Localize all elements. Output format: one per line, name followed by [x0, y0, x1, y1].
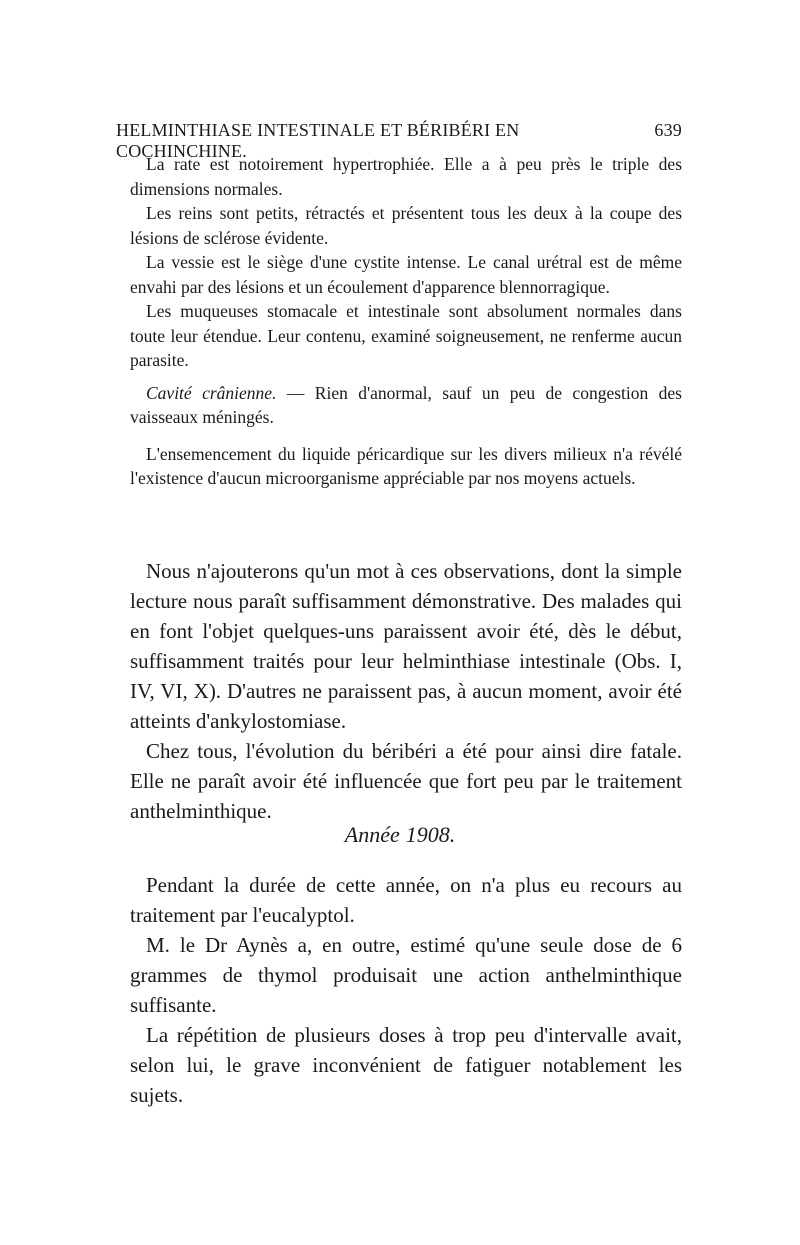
paragraph-cavite: [130, 381, 682, 430]
paragraph-repetition: La répétition de plusieurs doses à trop peu d'intervalle avait, selon lui, le grave inconvénient de fatiguer notablement les sujets.: [130, 1023, 682, 1107]
paragraph-muqueuses: Les muqueuses stomacale et intestinale sont absolument normales dans toute leur étendue. Leur contenu, examiné soigneusement, ne renferme aucun parasite.: [130, 301, 682, 370]
cavite-text: — Rien d'anormal, sauf un peu de congestion des vaisseaux méningés.: [130, 382, 682, 427]
page-number: 639: [654, 120, 682, 140]
large-text-block: [130, 556, 682, 826]
section-label: Année: [344, 822, 400, 847]
paragraph-evolution: Chez tous, l'évolution du béribéri a été pour ainsi dire fatale. Elle ne paraît avoir été influencée que fort peu par le traitement anthelminthique.: [130, 739, 682, 823]
paragraph-reins: Les reins sont petits, rétractés et présentent tous les deux à la coupe des lésions de sclérose évidente.: [130, 203, 682, 248]
paragraph-vessie: La vessie est le siège d'une cystite intense. Le canal urétral est de même envahi par des lésions et un écoulement d'apparence blennorragique.: [130, 252, 682, 297]
final-text-block: [130, 870, 682, 1110]
paragraph-ensemencement: L'ensemencement du liquide péricardique sur les divers milieux n'a révélé l'existence d'aucun microorganisme appréciable par nos moyens actuels.: [130, 443, 682, 488]
section-heading: [0, 822, 800, 848]
paragraph-aynes: M. le Dr Aynès a, en outre, estimé qu'une seule dose de 6 grammes de thymol produisait une action anthelminthique suffisante.: [130, 933, 682, 1017]
section-year: 1908.: [405, 822, 456, 847]
paragraph-pendant: Pendant la durée de cette année, on n'a plus eu recours au traitement par l'eucalyptol.: [130, 873, 682, 927]
small-text-block: [130, 152, 682, 491]
cavite-label: Cavité crânienne.: [146, 382, 277, 403]
paragraph-observations: Nous n'ajouterons qu'un mot à ces observations, dont la simple lecture nous paraît suffisamment démonstrative. Des malades qui en font l'objet quelques-uns paraissent avoir été, dès le début, suffisamment traités pour leur helminthiase intestinale (Obs. I, IV, VI, X). D'autres ne paraissent pas, à aucun moment, avoir été atteints d'ankylostomiase.: [130, 559, 682, 733]
running-title: HELMINTHIASE INTESTINALE ET BÉRIBÉRI EN COCHINCHINE.: [116, 120, 520, 161]
paragraph-rate: La rate est notoirement hypertrophiée. Elle a à peu près le triple des dimensions normales.: [130, 154, 682, 199]
